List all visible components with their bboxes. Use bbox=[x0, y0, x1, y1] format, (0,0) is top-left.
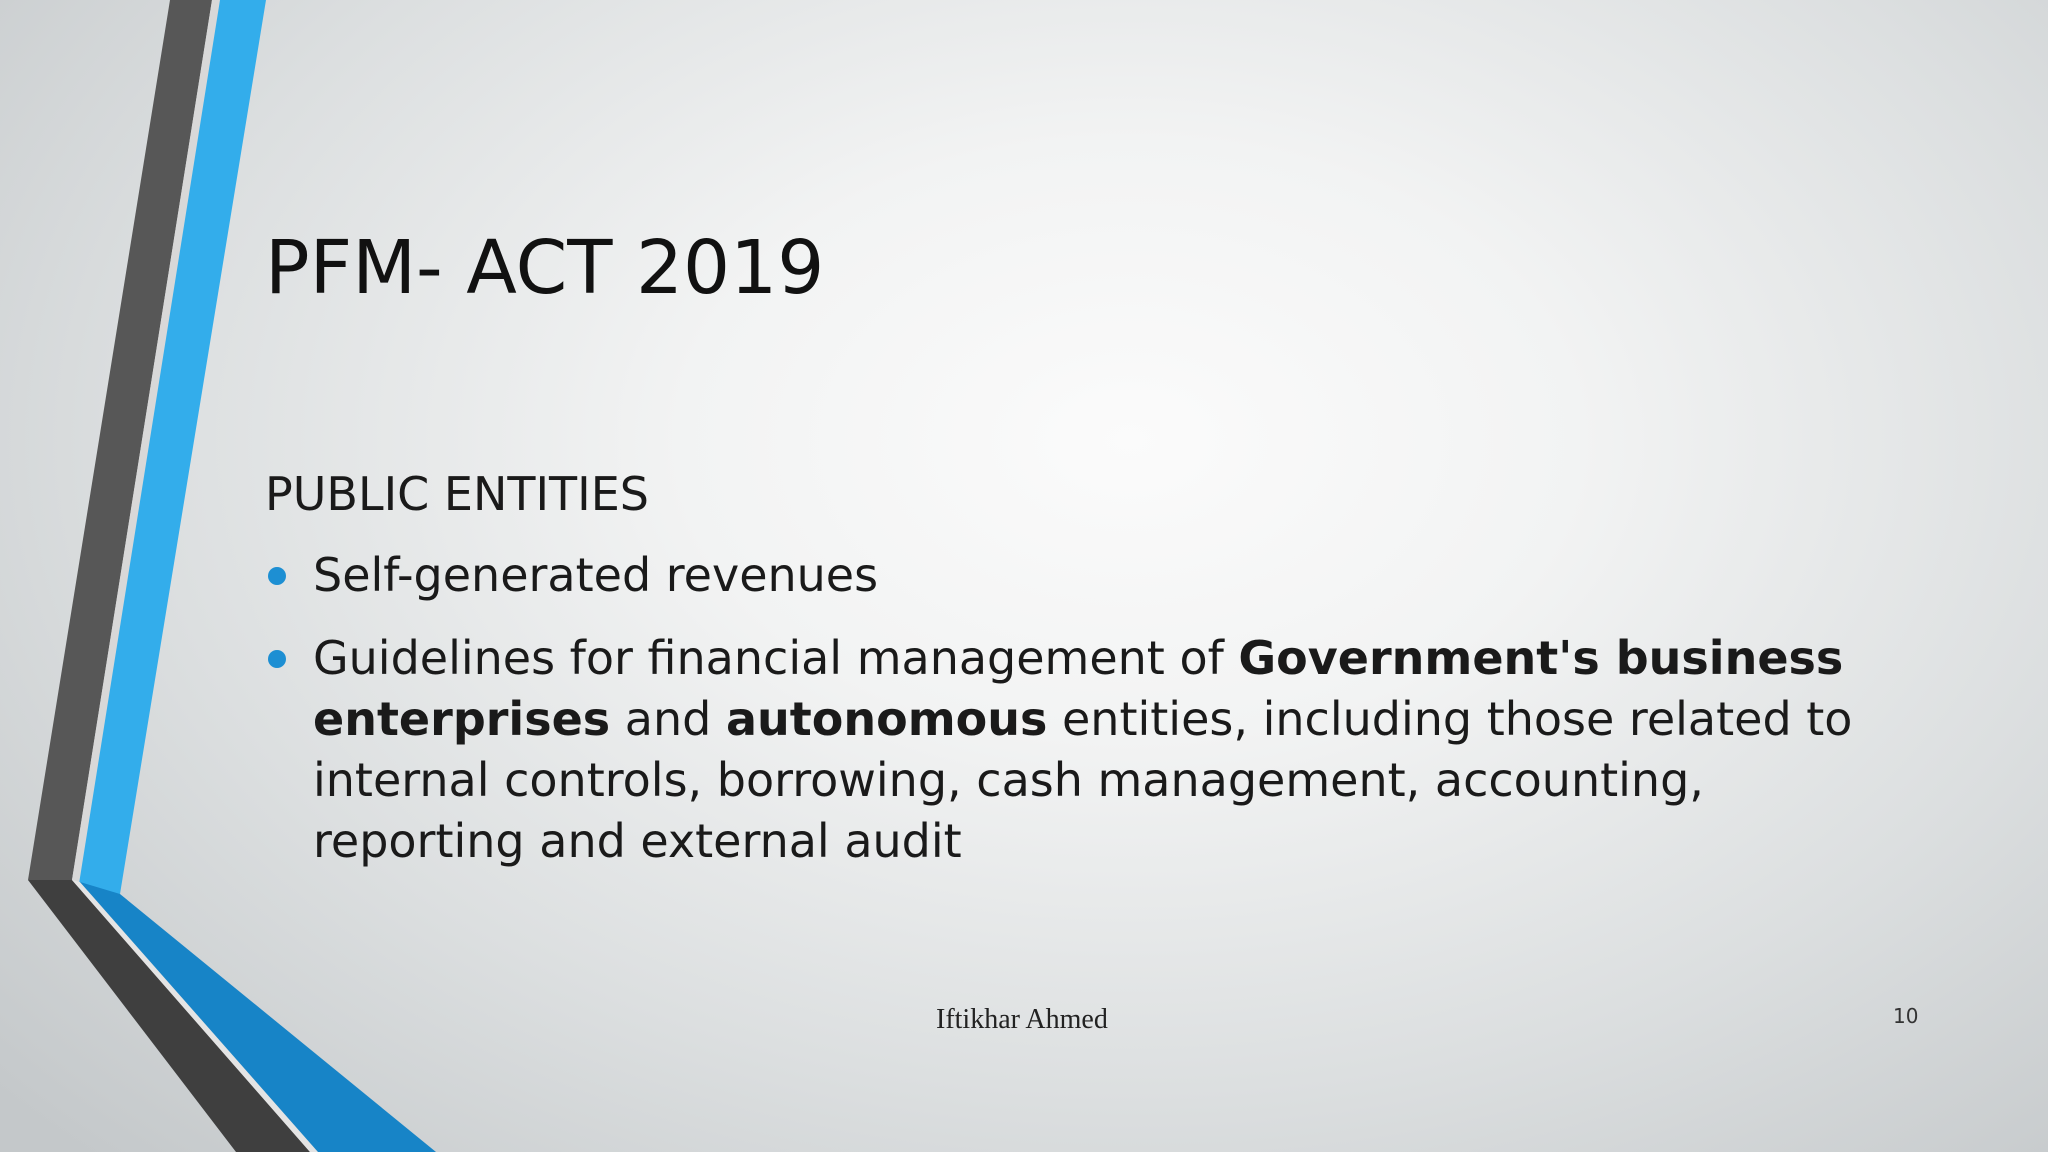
bullet-text-part: and bbox=[610, 692, 726, 746]
bullet-list bbox=[265, 545, 1905, 894]
bullet-text-part: Guidelines for financial management of bbox=[313, 631, 1239, 685]
bullet-text: Self-generated revenues bbox=[313, 548, 879, 602]
bullet-text-bold: Government's business enterprises bbox=[313, 631, 1844, 746]
bullet-dot-icon bbox=[268, 567, 286, 585]
slide-title: PFM- ACT 2019 bbox=[265, 225, 825, 311]
bullet-dot-icon bbox=[268, 650, 286, 668]
page-number: 10 bbox=[1893, 1004, 1919, 1028]
section-heading: PUBLIC ENTITIES bbox=[265, 467, 649, 521]
separator-stripe bbox=[72, 0, 220, 882]
bullet-text-part: entities, including those related to internal controls, borrowing, cash management, accounting, reporting and external audit bbox=[313, 692, 1853, 868]
bullet-item bbox=[265, 628, 1905, 872]
footer-author: Iftikhar Ahmed bbox=[936, 1004, 1108, 1035]
bullet-text-bold: autonomous bbox=[725, 692, 1048, 746]
bullet-item bbox=[265, 545, 1905, 606]
diagonal-highlight bbox=[72, 880, 318, 1152]
